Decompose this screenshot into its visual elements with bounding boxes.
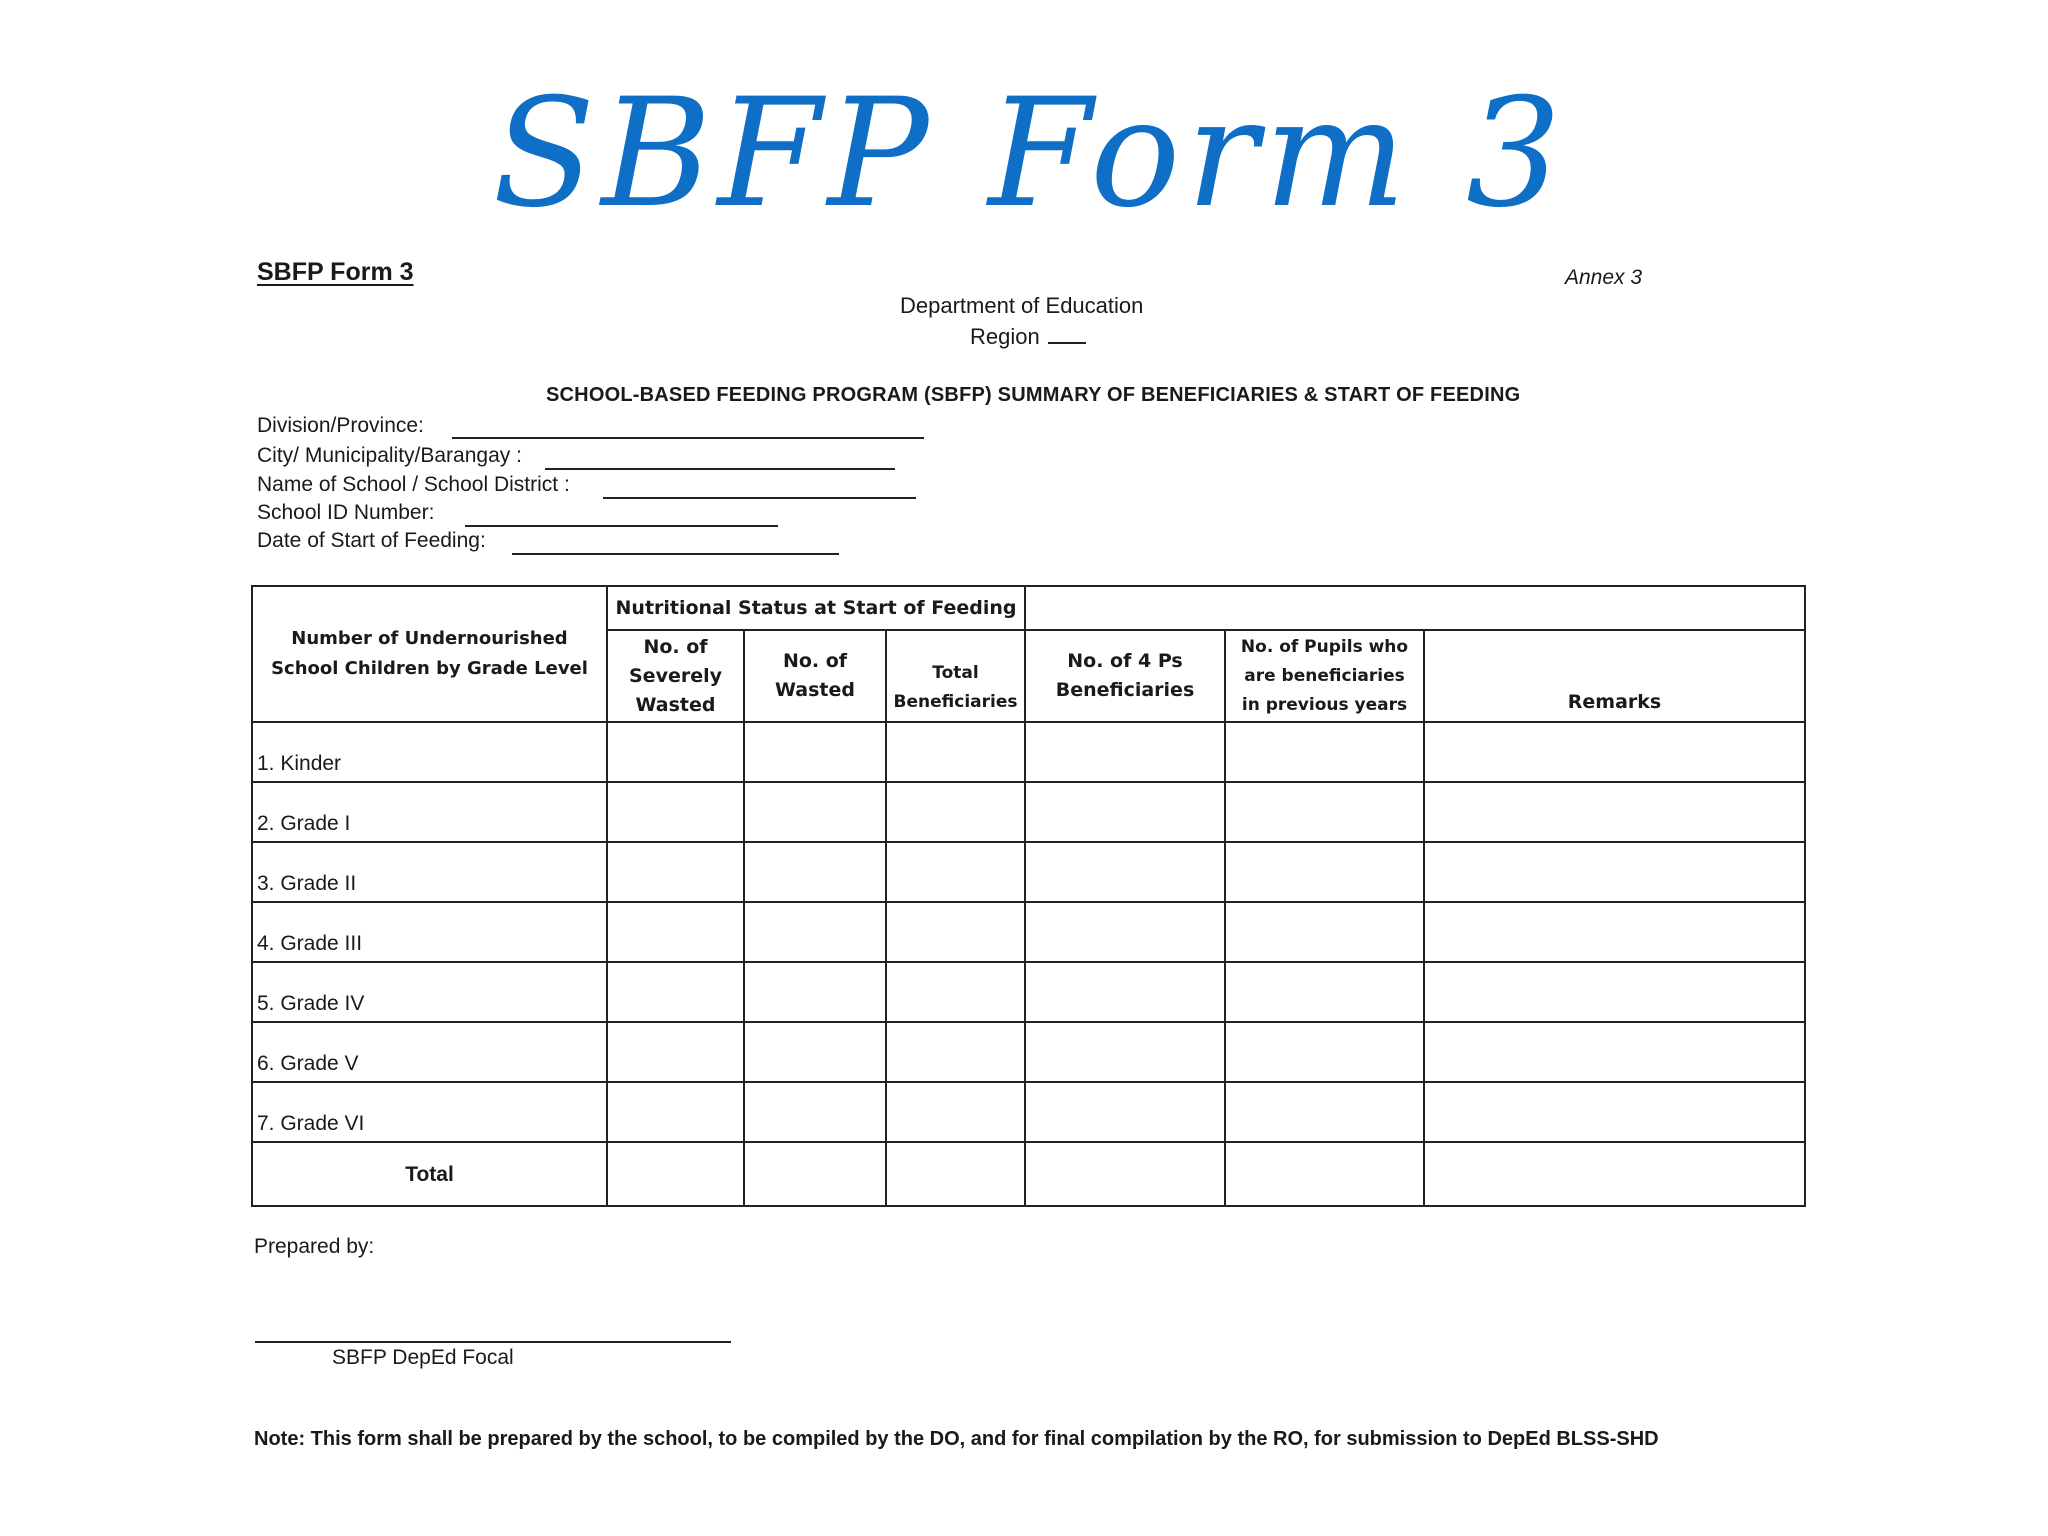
four-ps-cell[interactable] (1025, 782, 1225, 842)
total-label: Total (252, 1142, 607, 1206)
previous-years-cell[interactable] (1225, 1022, 1424, 1082)
remarks-cell[interactable] (1424, 1082, 1805, 1142)
remarks-cell[interactable] (1424, 782, 1805, 842)
four-ps-cell[interactable] (1025, 1022, 1225, 1082)
grade-label: 5. Grade IV (252, 962, 607, 1022)
school-name-field (257, 473, 570, 497)
total-beneficiaries-total-cell[interactable] (886, 1142, 1025, 1206)
form-banner-title (0, 70, 2048, 240)
total-beneficiaries-cell[interactable] (886, 962, 1025, 1022)
wasted-cell[interactable] (744, 902, 886, 962)
form-code: SBFP Form 3 (257, 258, 414, 286)
total-row (252, 1142, 1805, 1206)
remarks-cell[interactable] (1424, 962, 1805, 1022)
wasted-cell[interactable] (744, 842, 886, 902)
total-beneficiaries-cell[interactable] (886, 782, 1025, 842)
grade-label: 3. Grade II (252, 842, 607, 902)
remarks-total-cell[interactable] (1424, 1142, 1805, 1206)
prepared-by-label: Prepared by: (254, 1235, 375, 1258)
previous-years-cell[interactable] (1225, 722, 1424, 782)
severely-wasted-cell[interactable] (607, 782, 744, 842)
field-label: School ID Number: (257, 501, 435, 524)
field-label: Division/Province: (257, 414, 424, 437)
signatory-role: SBFP DepEd Focal (332, 1346, 514, 1369)
division-province-field (257, 414, 424, 438)
severely-wasted-cell[interactable] (607, 722, 744, 782)
school-id-blank[interactable] (465, 525, 778, 527)
four-ps-cell[interactable] (1025, 842, 1225, 902)
previous-years-cell[interactable] (1225, 962, 1424, 1022)
remarks-cell[interactable] (1424, 1022, 1805, 1082)
wasted-cell[interactable] (744, 782, 886, 842)
table-row (252, 1022, 1805, 1082)
table-row (252, 902, 1805, 962)
four-ps-total-cell[interactable] (1025, 1142, 1225, 1206)
previous-years-header: No. of Pupils who are beneficiaries in previous years (1225, 630, 1424, 722)
four-ps-cell[interactable] (1025, 902, 1225, 962)
remarks-header: Remarks (1424, 630, 1805, 722)
four-ps-cell[interactable] (1025, 722, 1225, 782)
signature-line[interactable] (255, 1341, 731, 1343)
row-header-cell: Number of Undernourished School Children by Grade Level (252, 586, 607, 722)
banner-title-text: SBFP Form 3 (492, 70, 1568, 240)
four-ps-cell[interactable] (1025, 1082, 1225, 1142)
grade-label: 6. Grade V (252, 1022, 607, 1082)
city-municipality-blank[interactable] (545, 468, 895, 470)
region-field (970, 324, 1086, 350)
region-blank[interactable] (1048, 342, 1086, 344)
previous-years-cell[interactable] (1225, 902, 1424, 962)
previous-years-cell[interactable] (1225, 1082, 1424, 1142)
wasted-cell[interactable] (744, 1022, 886, 1082)
total-beneficiaries-cell[interactable] (886, 902, 1025, 962)
table-row (252, 1082, 1805, 1142)
feeding-start-date-field (257, 529, 486, 553)
division-province-blank[interactable] (452, 437, 924, 439)
previous-years-total-cell[interactable] (1225, 1142, 1424, 1206)
wasted-cell[interactable] (744, 1082, 886, 1142)
total-beneficiaries-header: Total Beneficiaries (886, 630, 1025, 722)
field-label: City/ Municipality/Barangay : (257, 444, 522, 467)
table-row (252, 962, 1805, 1022)
wasted-total-cell[interactable] (744, 1142, 886, 1206)
grade-label: 1. Kinder (252, 722, 607, 782)
wasted-cell[interactable] (744, 722, 886, 782)
severely-wasted-cell[interactable] (607, 842, 744, 902)
nutritional-status-header: Nutritional Status at Start of Feeding (607, 586, 1025, 630)
severely-wasted-header: No. of Severely Wasted (607, 630, 744, 722)
total-beneficiaries-cell[interactable] (886, 842, 1025, 902)
previous-years-cell[interactable] (1225, 782, 1424, 842)
grade-label: 7. Grade VI (252, 1082, 607, 1142)
department-name: Department of Education (900, 293, 1144, 318)
table-row (252, 722, 1805, 782)
total-beneficiaries-cell[interactable] (886, 1022, 1025, 1082)
feeding-start-date-blank[interactable] (512, 553, 839, 555)
form-note: Note: This form shall be prepared by the school, to be compiled by the DO, and for final compilation by the RO, for submission to DepEd BLSS-SHD (254, 1428, 1659, 1450)
severely-wasted-cell[interactable] (607, 1022, 744, 1082)
city-municipality-field (257, 444, 522, 468)
table-row (252, 842, 1805, 902)
blank-header-cell (1025, 586, 1805, 630)
beneficiaries-grid (251, 585, 1806, 1207)
severely-wasted-cell[interactable] (607, 902, 744, 962)
severely-wasted-cell[interactable] (607, 962, 744, 1022)
annex-label: Annex 3 (1565, 266, 1643, 289)
school-id-field (257, 501, 434, 525)
form-heading: SCHOOL-BASED FEEDING PROGRAM (SBFP) SUMMARY OF BENEFICIARIES & START OF FEEDING (546, 384, 1521, 406)
field-label: Name of School / School District : (257, 473, 570, 496)
four-ps-header: No. of 4 Ps Beneficiaries (1025, 630, 1225, 722)
remarks-cell[interactable] (1424, 902, 1805, 962)
remarks-cell[interactable] (1424, 842, 1805, 902)
region-label: Region (970, 324, 1040, 349)
remarks-cell[interactable] (1424, 722, 1805, 782)
severely-wasted-cell[interactable] (607, 1082, 744, 1142)
four-ps-cell[interactable] (1025, 962, 1225, 1022)
grade-label: 4. Grade III (252, 902, 607, 962)
total-beneficiaries-cell[interactable] (886, 1082, 1025, 1142)
previous-years-cell[interactable] (1225, 842, 1424, 902)
severely-wasted-total-cell[interactable] (607, 1142, 744, 1206)
field-label: Date of Start of Feeding: (257, 529, 486, 552)
beneficiaries-table (251, 585, 1806, 1207)
school-name-blank[interactable] (603, 497, 916, 499)
table-row (252, 782, 1805, 842)
total-beneficiaries-cell[interactable] (886, 722, 1025, 782)
wasted-header: No. of Wasted (744, 630, 886, 722)
wasted-cell[interactable] (744, 962, 886, 1022)
grade-label: 2. Grade I (252, 782, 607, 842)
